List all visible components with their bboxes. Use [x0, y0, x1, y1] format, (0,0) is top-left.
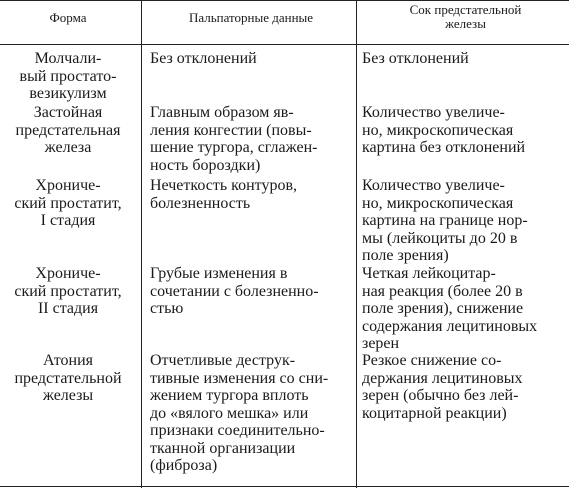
row-5-secretion: Резкое снижение со- держания лецитиновых зерен (обычно без лей- коцитарной реакции): [362, 352, 523, 422]
row-2-palpation: Главным образом яв- ления конгестии (повы- шение тургора, сглажен- ность бороздки): [150, 104, 318, 174]
row-4-form: Хрониче- ский простатит, II стадия: [14, 265, 122, 317]
row-3-palpation: Нечеткость контуров, болезненность: [150, 177, 298, 212]
row-1-secretion: Без отклонений: [362, 50, 469, 67]
header-form: Форма: [49, 10, 87, 25]
row-3-form: Хрониче- ский простатит, I стадия: [14, 177, 122, 229]
column-divider-2: [356, 0, 357, 488]
row-5-form: Атония предстательной железы: [14, 352, 122, 404]
row-4-secretion: Четкая лейкоцитар- ная реакция (более 20 в поле зрения), снижение содержания лецитиновых зерен: [362, 265, 538, 352]
row-5-palpation: Отчетливые деструк- тивные изменения со сни- жением тургора вплоть до «вялого мешка» или признаки соединительно- тканной организации (фиброза): [150, 352, 329, 474]
row-2-secretion: Количество увеличе- но, микроскопическая картина без отклонений: [362, 104, 526, 156]
row-3-secretion: Количество увеличе- но, микроскопическая картина на границе нор- мы (лейкоциты до 20 в поле зрения): [362, 177, 528, 264]
header-secretion: Сок предстательной железы: [409, 2, 522, 31]
table-top-rule: [0, 0, 569, 1]
row-1-palpation: Без отклонений: [150, 50, 257, 67]
table-bottom-rule: [0, 486, 569, 487]
header-bottom-rule: [0, 44, 569, 45]
row-2-form: Застойная предстательная железа: [15, 104, 121, 156]
row-4-palpation: Грубые изменения в сочетании с болезненно- стью: [150, 265, 319, 317]
column-divider-1: [141, 0, 142, 488]
header-palpation: Пальпаторные данные: [188, 10, 314, 25]
row-1-form: Молчали- вый простато- везикулизм: [19, 50, 117, 102]
